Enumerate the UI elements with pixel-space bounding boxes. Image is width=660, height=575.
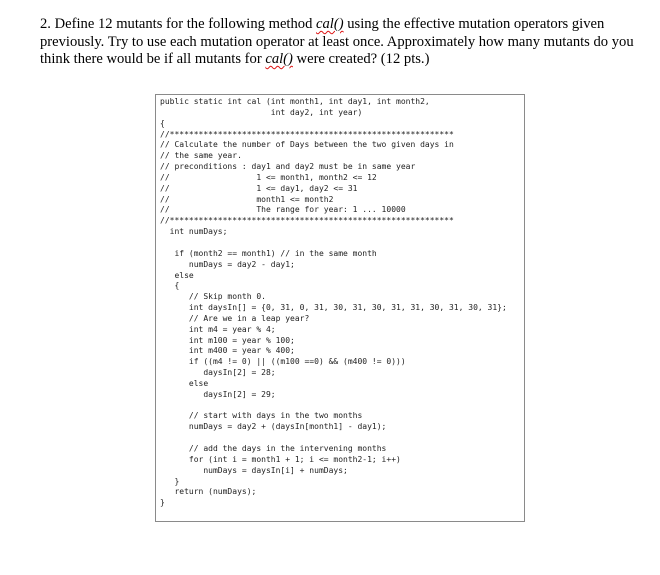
code-line: int day2, int year) — [160, 107, 363, 117]
code-line: if (month2 == month1) // in the same month — [160, 248, 377, 258]
code-line: // Are we in a leap year? — [160, 313, 310, 323]
code-line: for (int i = month1 + 1; i <= month2-1; i++) — [160, 454, 401, 464]
question-text — [40, 16, 640, 69]
code-line: //*********************************************************** — [160, 129, 454, 139]
code-line: int m400 = year % 400; — [160, 346, 295, 356]
code-line: else — [160, 270, 194, 280]
code-line: // start with days in the two months — [160, 411, 363, 421]
code-line: return (numDays); — [160, 487, 257, 497]
code-line: numDays = day2 - day1; — [160, 259, 295, 269]
code-listing-box — [155, 94, 525, 522]
code-line: // the same year. — [160, 151, 242, 161]
question-line3-post: were created? (12 pts.) — [292, 51, 430, 67]
code-listing — [160, 97, 507, 509]
question-line1-post: using the effective mutation operators given — [343, 16, 605, 32]
code-line: } — [160, 476, 180, 486]
code-line: else — [160, 378, 209, 388]
code-line: int m100 = year % 100; — [160, 335, 295, 345]
question-line1-pre: 2. Define 12 mutants for the following method — [40, 16, 317, 32]
code-line: // preconditions : day1 and day2 must be in same year — [160, 162, 416, 172]
method-reference: cal() — [265, 51, 293, 67]
method-reference: cal() — [316, 16, 344, 32]
code-line: } — [160, 498, 165, 508]
code-line: // The range for year: 1 ... 10000 — [160, 205, 406, 215]
code-line: // add the days in the intervening months — [160, 444, 387, 453]
code-line: { — [160, 118, 165, 128]
code-line: //*********************************************************** — [160, 216, 454, 226]
code-line: // Calculate the number of Days between the two given days in — [160, 140, 454, 150]
code-line: public static int cal (int month1, int day1, int month2, — [160, 97, 430, 106]
question-line3-pre: think there would be if all mutants for — [40, 51, 266, 67]
code-line: // 1 <= day1, day2 <= 31 — [160, 183, 358, 193]
code-line: // month1 <= month2 — [160, 194, 334, 204]
question-line2: previously. Try to use each mutation operator at least once. Approximately how many mutants do you — [40, 33, 634, 50]
code-line: int m4 = year % 4; — [160, 324, 276, 334]
code-line: // 1 <= month1, month2 <= 12 — [160, 172, 377, 182]
code-line: numDays = day2 + (daysIn[month1] - day1); — [160, 422, 387, 432]
code-line: if ((m4 != 0) || ((m100 ==0) && (m400 != 0))) — [160, 357, 406, 367]
code-line: { — [160, 281, 180, 291]
code-line: // Skip month 0. — [160, 292, 266, 302]
code-line: int daysIn[] = {0, 31, 0, 31, 30, 31, 30, 31, 31, 30, 31, 30, 31}; — [160, 303, 507, 313]
code-line: int numDays; — [160, 227, 228, 237]
code-line: daysIn[2] = 28; — [160, 368, 276, 378]
code-line: daysIn[2] = 29; — [160, 389, 276, 399]
code-line: numDays = daysIn[i] + numDays; — [160, 465, 348, 475]
